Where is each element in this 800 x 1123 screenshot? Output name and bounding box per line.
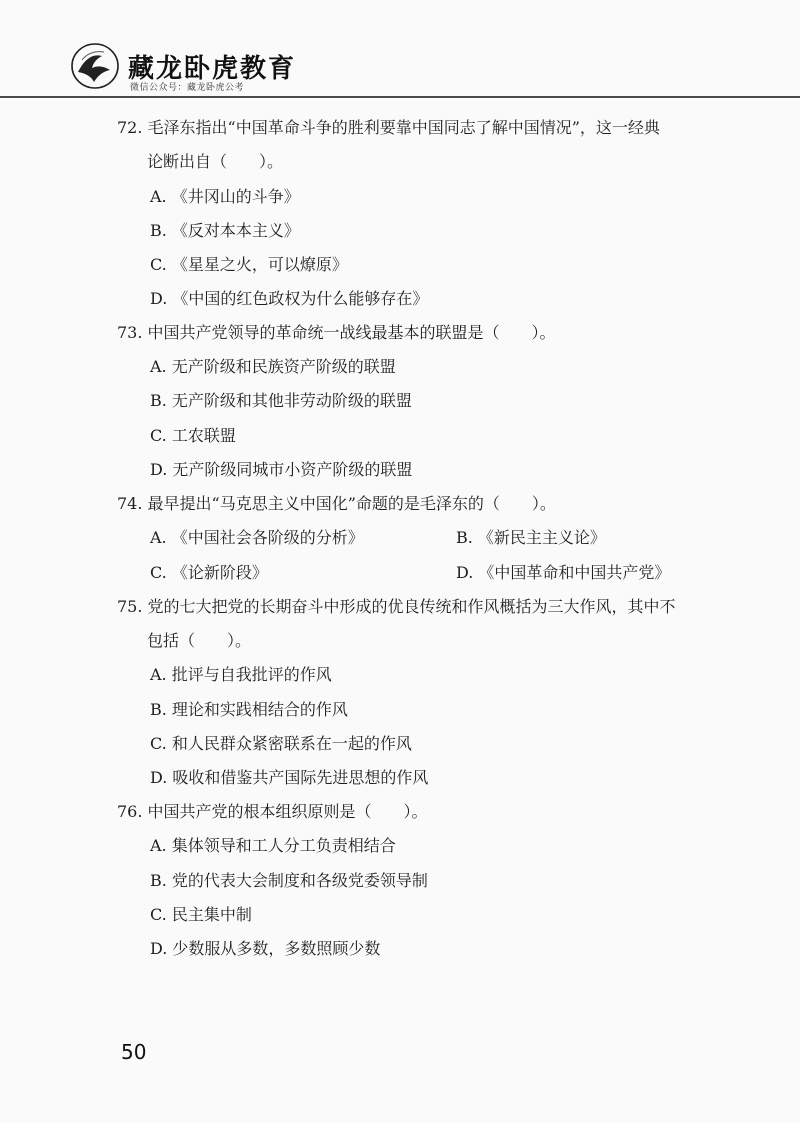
question-72: 72. 毛泽东指出“中国革命斗争的胜利要靠中国同志了解中国情况”，这一经典 [117,118,660,137]
q76-option-b: B. 党的代表大会制度和各级党委领导制 [150,871,428,890]
page-header [0,0,800,100]
q75-option-b: B. 理论和实践相结合的作风 [150,700,348,719]
q73-option-c: C. 工农联盟 [150,426,236,445]
q72-option-a: A. 《井冈山的斗争》 [150,187,300,206]
q75-option-a: A. 批评与自我批评的作风 [150,665,332,684]
q76-option-a: A. 集体领导和工人分工负责相结合 [150,836,396,855]
q72-option-d: D. 《中国的红色政权为什么能够存在》 [150,289,429,308]
question-76: 76. 中国共产党的根本组织原则是（ ）。 [117,802,428,821]
q72-option-c: C. 《星星之火，可以燎原》 [150,255,348,274]
brand-title: 藏龙卧虎教育 [128,54,297,84]
q76-option-c: C. 民主集中制 [150,905,252,924]
header-rule [0,96,800,98]
q75-option-c: C. 和人民群众紧密联系在一起的作风 [150,734,412,753]
logo-icon [70,42,120,90]
q76-option-d: D. 少数服从多数，多数照顾少数 [150,939,381,958]
page-number: 50 [121,1040,147,1064]
question-73: 73. 中国共产党领导的革命统一战线最基本的联盟是（ ）。 [117,323,556,342]
question-75: 75. 党的七大把党的长期奋斗中形成的优良传统和作风概括为三大作风，其中不 [117,597,676,616]
q74-option-a: A. 《中国社会各阶级的分析》 [150,528,364,547]
brand-subline: 微信公众号：藏龙卧虎公考 [130,83,245,93]
q72-option-b: B. 《反对本本主义》 [150,221,300,240]
q74-option-c: C. 《论新阶段》 [150,563,268,582]
question-72-cont: 论断出自（ ）。 [147,152,284,171]
question-74: 74. 最早提出“马克思主义中国化”命题的是毛泽东的（ ）。 [117,494,556,513]
q73-option-b: B. 无产阶级和其他非劳动阶级的联盟 [150,391,412,410]
q74-option-d: D. 《中国革命和中国共产党》 [456,563,671,582]
question-75-cont: 包括（ ）。 [147,631,252,650]
q73-option-a: A. 无产阶级和民族资产阶级的联盟 [150,357,396,376]
q74-option-b: B. 《新民主主义论》 [456,528,606,547]
q75-option-d: D. 吸收和借鉴共产国际先进思想的作风 [150,768,429,787]
q73-option-d: D. 无产阶级同城市小资产阶级的联盟 [150,460,413,479]
